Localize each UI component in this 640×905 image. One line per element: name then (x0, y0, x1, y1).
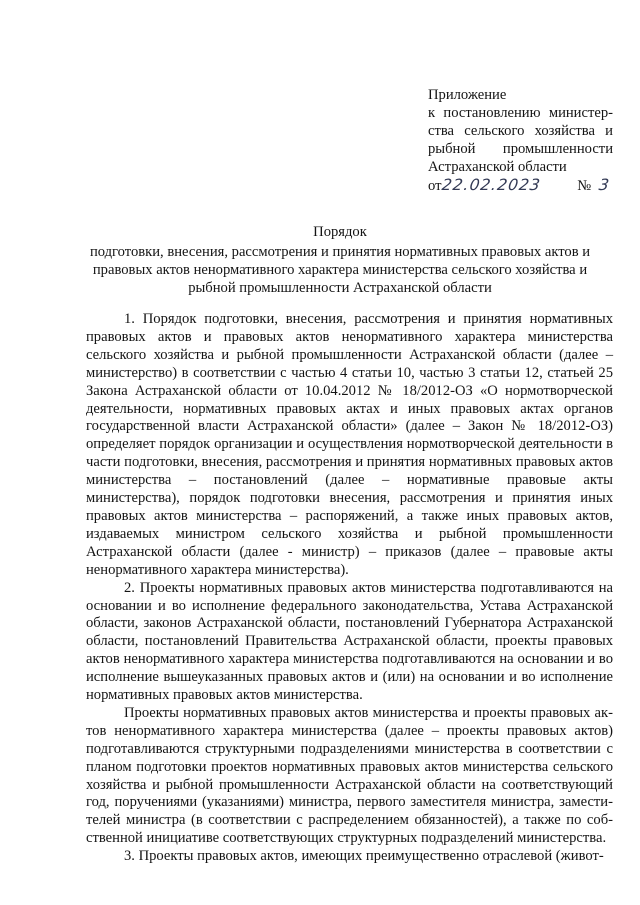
document-title: Порядок (313, 224, 367, 240)
paragraph: Проекты нормативных правовых актов министерства и проекты правовых актов ненормативного характера министерства (далее – проекты правовых актов) подготавливаются структурными подразделениями министерства в соответствии с планом подготовки проектов нормативных правовых актов министерства сельского хозяйства и рыбной промышленности Астраханской области на соответствующий год, поручениями (указаниями) министра, первого заместителя министра, заместителей министра (в соответствии с распределением обязанностей), а также по собственной инициативе соответствующих структурных подразделений министерства. (86, 704, 613, 847)
document-body (86, 311, 613, 866)
document-subtitle-line: правовых актов ненормативного характера министерства сельского хозяйства и (92, 262, 588, 278)
appendix-block (428, 86, 613, 195)
appendix-line: ства сельского хозяйства и (428, 123, 613, 139)
number-label: № (577, 178, 592, 194)
handwritten-date: 22.02.2023 (441, 176, 543, 194)
document-subtitle-line: рыбной промышленности Астраханской области (188, 280, 492, 296)
appendix-line: к постановлению министер- (428, 105, 613, 121)
paragraph: 3. Проекты правовых актов, имеющих преимущественно отраслевой (живот- (124, 848, 604, 865)
appendix-line: Приложение (428, 87, 507, 103)
appendix-line: Астраханской области (428, 159, 567, 175)
appendix-line: рыбной промышленности (428, 141, 613, 157)
handwritten-number: 3 (597, 176, 612, 194)
paragraph: 1. Порядок подготовки, внесения, рассмотрения и принятия нормативных правовых актов и правовых актов ненормативного характера министерства сельского хозяйства и рыбной промышленности Астраханской области (далее – министерство) в соответствии с частью 4 статьи 10, частью 3 статьи 12, статьей 25 Закона Астраханской области от 10.04.2012 № 18/2012-ОЗ «О нормотворческой деятельности, нормативных правовых актах и иных правовых актах органов государственной власти Астраханской области» (далее – Закон № 18/2012-ОЗ) определяет порядок организации и осуществления нормотворческой деятельности в части подготовки, внесения, рассмотрения и принятия нормативных правовых актов министерства – постановлений (далее – нормативные правовые акты министерства), порядок подготовки внесения, рассмотрения и принятия иных правовых актов министерства – распоряжений, а также иных правовых актов, издаваемых министром сельского хозяйства и рыбной промышленности Астраханской области (далее - министр) – приказов (далее – правовые акты ненормативного характера министерства). (86, 311, 613, 578)
date-prefix: от (428, 178, 442, 194)
document-subtitle-line: подготовки, внесения, рассмотрения и принятия нормативных правовых актов и (89, 244, 591, 260)
date-number-row (428, 176, 613, 195)
document-title-block (80, 223, 600, 297)
paragraph: 2. Проекты нормативных правовых актов министерства подготавливаются на основании и во исполнение федерального законодательства, Устава Астраханской области, законов Астраханской области, постановлений Губернатора Астраханской области, постановлений Правительства Астраханской области, проекты правовых актов ненормативного характера министерства подготавливаются на основании и во исполнение вышеуказанных правовых актов и (или) на основании и во исполнение нормативных правовых актов министерства. (86, 579, 613, 704)
